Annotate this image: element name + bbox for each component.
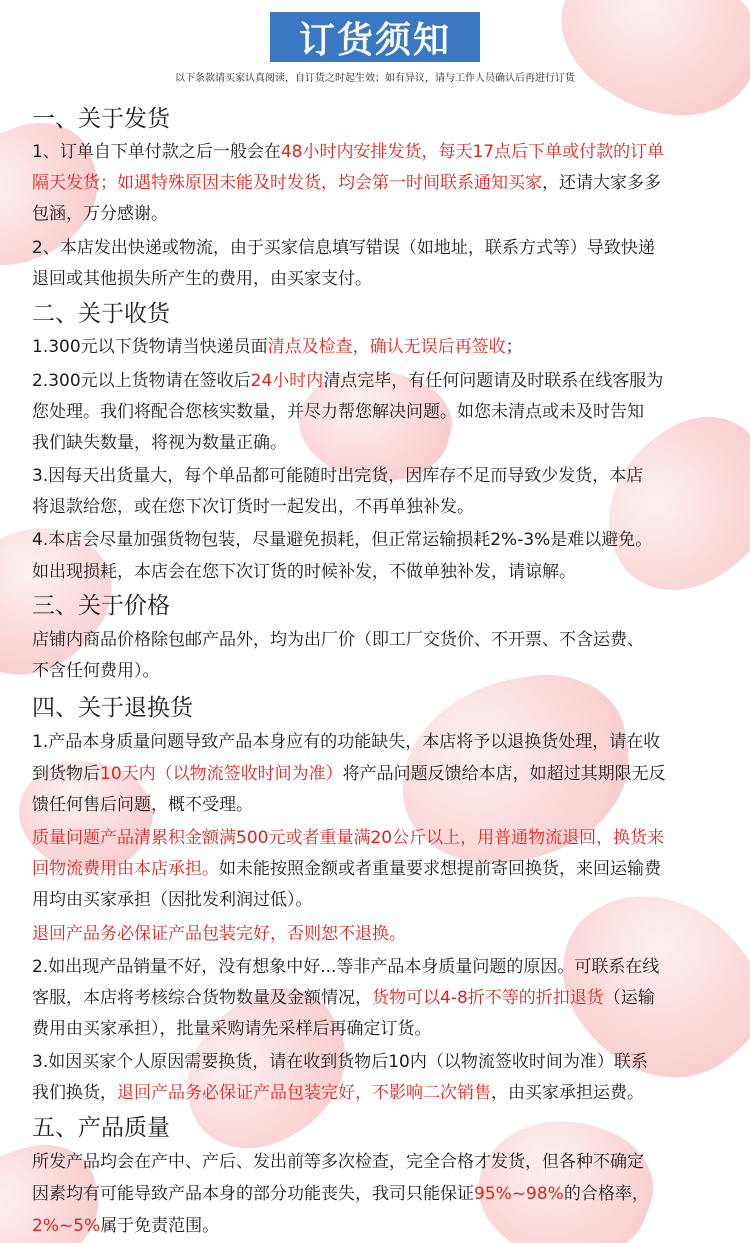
highlight-text: 清点及检查，确认无误后再签收 xyxy=(267,337,506,357)
clause-line xyxy=(32,171,661,195)
clause-text: 费用由买家承担），批量采购请先采样后再确定订货。 xyxy=(32,1019,432,1039)
clause-text: 包涵，万分感谢。 xyxy=(32,204,168,224)
clause-line xyxy=(32,888,313,912)
clause-line xyxy=(32,793,253,817)
clause-text: 2、本店发出快递或物流，由于买家信息填写错误（如地址，联系方式等）导致快递 xyxy=(32,238,655,258)
clause-text: 1、订单自下单付款之后一般会在 xyxy=(32,142,281,162)
page-title: 订货须知 xyxy=(270,12,480,62)
petal-decoration xyxy=(573,392,750,618)
clause-text: 因素均有可能导致产品本身的部分功能丧失，我司只能保证 xyxy=(32,1184,474,1204)
highlight-text: 24小时内 xyxy=(250,371,324,391)
clause-line xyxy=(32,826,664,850)
clause-line xyxy=(32,1182,649,1206)
clause-text: 用均由买家承担（因批发利润过低）。 xyxy=(32,890,313,910)
clause-text: 属于免责范围。 xyxy=(100,1216,220,1236)
clause-text: （运输 xyxy=(603,988,655,1008)
clause-text: 所发产品均会在产中、产后、发出前等多次检查，完全合格才发货，但各种不确定 xyxy=(32,1152,644,1172)
clause-text: 3.如因买家个人原因需要换货，请在收到货物后10内（以物流签收时间为准）联系 xyxy=(32,1052,648,1072)
clause-line xyxy=(32,202,168,226)
highlight-text: 退回产品务必保证产品包装完好，否则恕不退换。 xyxy=(32,924,406,944)
petal-decoration xyxy=(531,854,750,1116)
clause-text: 如未能按照金额或者重量要求想提前寄回换货，来回运输费 xyxy=(219,859,661,879)
clause-line xyxy=(32,1050,648,1074)
clause-line xyxy=(32,431,287,455)
clause-line xyxy=(32,1017,432,1041)
clause-line xyxy=(32,560,576,584)
clause-line xyxy=(32,762,666,786)
clause-text: 1.产品本身质量问题导致产品本身应有的功能缺失，本店将予以退换货处理，请在收 xyxy=(32,732,661,752)
clause-line xyxy=(32,464,643,488)
clause-line xyxy=(32,335,523,359)
highlight-text: 2%~5% xyxy=(32,1216,101,1236)
clause-text: 4.本店会尽量加强货物包装，尽量避免损耗，但正常运输损耗2%-3%是难以避免。 xyxy=(32,530,653,550)
highlight-text: 回物流费用由本店承担。 xyxy=(32,859,219,879)
clause-text: 如出现损耗，本店会在您下次订货的时候补发，不做单独补发，请谅解。 xyxy=(32,562,576,582)
section-heading-pricing: 三、关于价格 xyxy=(32,593,170,619)
clause-text: 我们换货， xyxy=(32,1083,117,1103)
clause-line xyxy=(32,1081,644,1105)
highlight-text: 退回产品务必保证产品包装完好，不影响二次销售 xyxy=(117,1083,491,1103)
clause-line xyxy=(32,369,663,393)
clause-text: 您处理。我们将配合您核实数量，并尽力帮您解决问题。如您未清点或未及时告知 xyxy=(32,402,644,422)
clause-line xyxy=(32,730,660,754)
clause-text: 我们缺失数量，将视为数量正确。 xyxy=(32,433,287,453)
highlight-text: 95%~98% xyxy=(474,1184,564,1204)
clause-text: ，由买家承担运费。 xyxy=(491,1083,644,1103)
highlight-text: 10天内（以物流签收时间为准） xyxy=(100,764,343,784)
clause-line xyxy=(32,528,652,552)
section-heading-returns: 四、关于退换货 xyxy=(32,695,193,721)
section-heading-quality: 五、产品质量 xyxy=(32,1115,170,1141)
clause-text: 到货物后 xyxy=(32,764,100,784)
clause-line xyxy=(32,955,659,979)
section-heading-shipping: 一、关于发货 xyxy=(32,106,170,132)
clause-text: ，还请大家多多 xyxy=(542,173,661,193)
clause-line xyxy=(32,628,644,652)
clause-text: 清点完毕，有任何问题请及时联系在线客服为 xyxy=(323,371,664,391)
clause-line xyxy=(32,1214,219,1238)
clause-text: 2.300元以上货物请在签收后 xyxy=(32,371,251,391)
clause-text: 将产品问题反馈给本店，如超过其期限无反 xyxy=(342,764,666,784)
clause-text: 2.如出现产品销量不好，没有想象中好...等非产品本身质量问题的原因。可联系在线 xyxy=(32,957,660,977)
clause-text: 将退款给您，或在您下次订货时一起发出，不再单独补发。 xyxy=(32,497,474,517)
clause-line xyxy=(32,495,474,519)
clause-line xyxy=(32,857,661,881)
clause-text: 店铺内商品价格除包邮产品外，均为出厂价（即工厂交货价、不开票、不含运费、 xyxy=(32,630,644,650)
clause-text: 退回或其他损失所产生的费用，由买家支付。 xyxy=(32,269,372,289)
clause-text: 3.因每天出货量大，每个单品都可能随时出完货，因库存不足而导致少发货，本店 xyxy=(32,466,644,486)
clause-text: 的合格率， xyxy=(563,1184,649,1204)
highlight-text: 隔天发货；如遇特殊原因未能及时发货，均会第一时间联系通知买家 xyxy=(32,173,542,193)
intro-text: 以下条款请买家认真阅读，自订货之时起生效；如有异议，请与工作人员确认后再进行订货 xyxy=(175,73,575,84)
clause-line xyxy=(32,400,644,424)
section-heading-receiving: 二、关于收货 xyxy=(32,301,170,327)
highlight-text: 质量问题产品清累积金额满500元或者重量满20公斤以上，用普通物流退回，换货来 xyxy=(32,828,665,848)
clause-text: ； xyxy=(505,337,523,357)
clause-text: 1.300元以下货物请当快递员面 xyxy=(32,337,268,357)
clause-line xyxy=(32,659,160,683)
highlight-text: 48小时内安排发货，每天17点后下单或付款的订单 xyxy=(280,142,665,162)
clause-line xyxy=(32,140,664,164)
clause-line xyxy=(32,1150,644,1174)
clause-line xyxy=(32,922,406,946)
clause-line xyxy=(32,986,655,1010)
clause-line xyxy=(32,236,655,260)
clause-text: 客服，本店将考核综合货物数量及金额情况， xyxy=(32,988,372,1008)
clause-text: 不含任何费用）。 xyxy=(32,661,160,681)
clause-text: 馈任何售后问题，概不受理。 xyxy=(32,795,253,815)
highlight-text: 货物可以4-8折不等的折扣退货 xyxy=(372,988,604,1008)
clause-line xyxy=(32,267,372,291)
